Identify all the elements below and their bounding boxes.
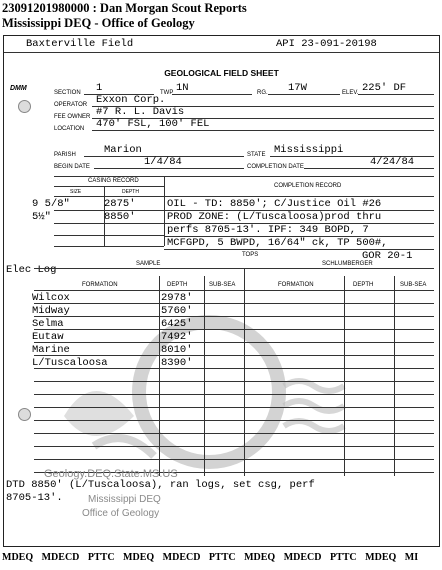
operator-value: Exxon Corp. (96, 94, 166, 106)
punch-hole-bottom (18, 408, 31, 421)
completion-line: perfs 8705-13'. IPF: 349 BOPD, 7 (167, 224, 369, 236)
top-depth: 2978' (161, 292, 193, 304)
completion-date-value: 4/24/84 (370, 156, 415, 168)
begin-date-label: BEGIN DATE (54, 164, 90, 170)
completion-line: PROD ZONE: (L/Tuscaloosa)prod thru (167, 211, 382, 223)
top-depth: 8390' (161, 357, 193, 369)
notes-line: DTD 8850' (L/Tuscaloosa), ran logs, set csg, perf (6, 479, 315, 491)
top-formation: L/Tuscaloosa (32, 357, 108, 369)
header-title: 23091201980000 : Dan Morgan Scout Reports (2, 1, 247, 15)
state-value: Mississippi (274, 144, 344, 156)
top-depth: 8010' (161, 344, 193, 356)
top-formation: Marine (32, 344, 70, 356)
sample-depth-header: DEPTH (167, 282, 188, 288)
field-name: Baxterville Field (26, 38, 134, 50)
watermark-org: Mississippi DEQ (88, 494, 161, 505)
casing-size: 5½" (32, 211, 51, 223)
completion-line: GOR 20-1 (362, 250, 413, 262)
section-label: SECTION (54, 90, 81, 96)
elev-label: ELEV. (342, 90, 359, 96)
header-subtitle: Mississippi DEQ - Office of Geology (2, 16, 195, 30)
location-value: 470' FSL, 100' FEL (96, 118, 210, 130)
schlumberger-subsea-header: SUB-SEA (400, 282, 427, 288)
section-value: 1 (96, 82, 103, 94)
sheet-title: GEOLOGICAL FIELD SHEET (164, 68, 279, 78)
casing-size-header: SIZE (70, 189, 82, 195)
location-label: LOCATION (54, 126, 85, 132)
top-depth: 6425' (161, 318, 193, 330)
casing-record-label: CASING RECORD (88, 178, 139, 184)
api-number: API 23-091-20198 (276, 38, 377, 50)
sample-label: SAMPLE (136, 261, 161, 267)
casing-depth-header: DEPTH (122, 189, 139, 195)
rg-label: RG. (257, 90, 268, 96)
schlumberger-label: SCHLUMBERGER (322, 261, 373, 267)
casing-size: 9 5/8" (32, 198, 70, 210)
twp-value: 1N (176, 82, 189, 94)
parish-label: PARISH (54, 152, 76, 158)
twp-label: TWP (160, 90, 174, 96)
watermark-url: Geology.DEQ.State.MS.US (44, 468, 178, 480)
casing-depth: 8850' (104, 211, 136, 223)
schlumberger-depth-header: DEPTH (353, 282, 374, 288)
footer-sponsors: MDEQ MDECD PTTC MDEQ MDECD PTTC MDEQ MDECD PTTC MDEQ MI (2, 552, 419, 563)
completion-line: MCFGPD, 5 BWPD, 16/64" ck, TP 500#, (167, 237, 388, 249)
punch-hole-top (18, 100, 31, 113)
top-formation: Eutaw (32, 331, 64, 343)
schlumberger-formation-header: FORMATION (278, 282, 314, 288)
top-formation: Selma (32, 318, 64, 330)
rg-value: 17W (288, 82, 307, 94)
sample-formation-header: FORMATION (82, 282, 118, 288)
tops-label: TOPS (242, 252, 259, 258)
log-note: Elec Log (6, 264, 57, 276)
top-formation: Wilcox (32, 292, 70, 304)
sample-subsea-header: SUB-SEA (209, 282, 236, 288)
completion-line: OIL - TD: 8850'; C/Justice Oil #26 (167, 198, 382, 210)
top-depth: 5760' (161, 305, 193, 317)
begin-date-value: 1/4/84 (144, 156, 182, 168)
operator-label: OPERATOR (54, 102, 88, 108)
watermark-office: Office of Geology (82, 508, 160, 519)
fee-owner-value: #7 R. L. Davis (96, 106, 185, 118)
completion-date-label: COMPLETION DATE (247, 164, 304, 170)
top-depth: 7492' (161, 331, 193, 343)
state-label: STATE (247, 152, 266, 158)
fee-owner-label: FEE OWNER (54, 114, 91, 120)
top-formation: Midway (32, 305, 70, 317)
initials: DMM (10, 85, 27, 92)
elev-value: 225' DF (362, 82, 407, 94)
field-sheet-card (3, 35, 440, 547)
casing-depth: 2875' (104, 198, 136, 210)
parish-value: Marion (104, 144, 142, 156)
notes-line: 8705-13'. (6, 492, 63, 504)
completion-record-label: COMPLETION RECORD (274, 183, 342, 189)
